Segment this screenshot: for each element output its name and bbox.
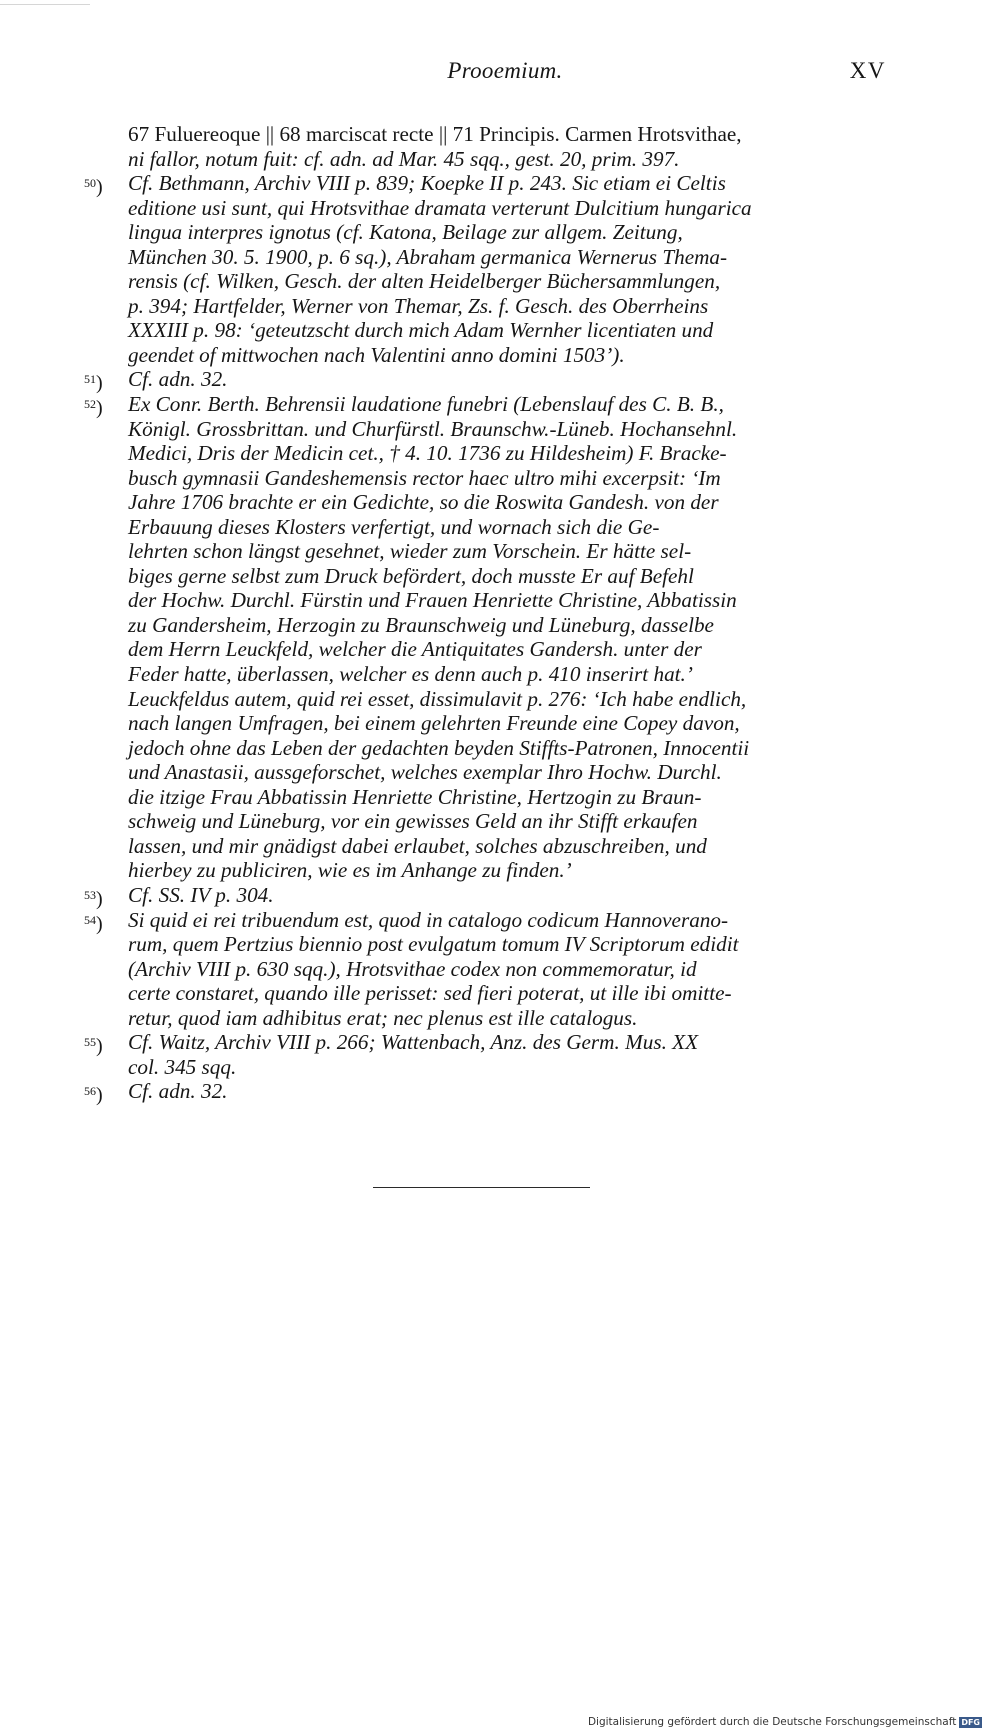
closing-rule [373, 1187, 590, 1188]
footnote-line: geendet of mittwochen nach Valentini anno domini 1503’). [128, 342, 625, 367]
footnote-line: zu Gandersheim, Herzogin zu Braunschweig und Lüneburg, dasselbe [128, 612, 714, 637]
footnote-continuation [84, 122, 890, 171]
digitization-credit [588, 1716, 982, 1728]
footnote-line: Jahre 1706 brachte er ein Gedichte, so die Roswita Gandesh. von der [128, 490, 719, 515]
footnote-line: Erbauung dieses Klosters verfertigt, und wornach sich die Ge- [128, 514, 660, 539]
footnote-number-value: 53 [84, 887, 96, 902]
footnote-number: $^{55}$) [84, 1035, 103, 1058]
footnote-51 [84, 367, 890, 395]
footnote-line: nach langen Umfragen, bei einem gelehrten Freunde eine Copey davon, [128, 711, 740, 736]
dfg-logo: DFG [961, 1717, 980, 1727]
running-head [120, 58, 890, 90]
footnote-line: certe constaret, quando ille perisset: sed fieri poterat, ut ille ibi omitte- [128, 981, 732, 1006]
footnote-line: hierbey zu publiciren, wie es im Anhange zu finden.’ [128, 858, 572, 883]
footnote-line: retur, quod iam adhibitus erat; nec plenus est ille catalogus. [128, 1005, 638, 1030]
footnote-line: lehrten schon längst gesehnet, wieder zum Vorschein. Er hätte sel- [128, 539, 692, 564]
footnote-line: Cf. Waitz, Archiv VIII p. 266; Wattenbach, Anz. des Germ. Mus. XX [128, 1030, 699, 1055]
footnote-number-value: 56 [84, 1084, 96, 1099]
footnote-number-value: 50 [84, 176, 96, 191]
footnote-line: p. 394; Hartfelder, Werner von Themar, Zs. f. Gesch. des Oberrheins [128, 293, 709, 318]
footnote-line: dem Herrn Leuckfeld, welcher die Antiquitates Gandersh. unter der [128, 637, 702, 662]
footnote-line: München 30. 5. 1900, p. 6 sq.), Abraham germanica Wernerus Thema- [128, 244, 728, 269]
footnote-number: $^{51}$) [84, 372, 103, 395]
footnote-line: Medici, Dris der Medicin cet., † 4. 10. 1736 zu Hildesheim) F. Bracke- [128, 441, 727, 466]
footnote-number-value: 51 [84, 372, 96, 387]
scan-edge-line [0, 4, 90, 5]
footnote-line: der Hochw. Durchl. Fürstin und Frauen Henriette Christine, Abbatissin [128, 588, 737, 613]
footnote-line: Leuckfeldus autem, quid rei esset, dissimulavit p. 276: ‘Ich habe endlich, [128, 686, 747, 711]
footnote-line: Si quid ei rei tribuendum est, quod in catalogo codicum Hannoverano- [128, 907, 729, 932]
footnote-number: $^{53}$) [84, 887, 103, 910]
footnote-54 [84, 908, 890, 1031]
footnote-number: $^{54}$) [84, 912, 103, 935]
credit-text: Digitalisierung gefördert durch die Deutsche Forschungsgemeinschaft [587, 1716, 957, 1728]
footnote-line: und Anastasii, aussgeforschet, welches exemplar Ihro Hochw. Durchl. [128, 760, 722, 785]
footnote-50 [84, 171, 890, 367]
footnote-number-value: 54 [84, 912, 96, 927]
footnote-line: Feder hatte, überlassen, welcher es denn auch p. 410 inserirt hat.’ [128, 662, 693, 687]
footnote-number: $^{52}$) [84, 397, 103, 420]
footnote-line: Cf. SS. IV p. 304. [128, 882, 274, 907]
footnote-line: rensis (cf. Wilken, Gesch. der alten Heidelberger Büchersammlungen, [128, 269, 721, 294]
footnote-line: ni fallor, notum fuit: cf. adn. ad Mar. 45 sqq., gest. 20, prim. 397. [128, 146, 680, 171]
footnote-line: Königl. Grossbrittan. und Churfürstl. Braunschw.-Lüneb. Hochansehnl. [128, 416, 738, 441]
footnotes [84, 122, 890, 1107]
footnote-line: XXXIII p. 98: ‘geteutzscht durch mich Adam Wernher licentiaten und [128, 318, 714, 343]
footnote-line: editione usi sunt, qui Hrotsvithae dramata verterunt Dulcitium hungarica [128, 195, 752, 220]
footnote-line: jedoch ohne das Leben der gedachten beyden Stiffts-Patronen, Innocentii [128, 735, 750, 760]
footnote-line: Cf. adn. 32. [128, 1079, 228, 1104]
page-number: XV [849, 58, 886, 83]
footnote-line: Cf. Bethmann, Archiv VIII p. 839; Koepke II p. 243. Sic etiam ei Celtis [128, 171, 726, 196]
footnote-53 [84, 883, 890, 908]
footnote-52 [84, 392, 890, 883]
footnote-55 [84, 1030, 890, 1079]
footnote-56 [84, 1079, 890, 1107]
footnote-line: biges gerne selbst zum Druck befördert, doch musste Er auf Befehl [128, 563, 694, 588]
footnote-line: Cf. adn. 32. [128, 367, 228, 392]
footnote-line: schweig und Lüneburg, vor ein gewisses Geld an ihr Stifft erkaufen [128, 809, 698, 834]
footnote-line: die itzige Frau Abbatissin Henriette Christine, Hertzogin zu Braun- [128, 784, 702, 809]
page-title: Prooemium. [447, 58, 563, 83]
footnote-number-value: 52 [84, 397, 96, 412]
footnote-line: lassen, und mir gnädigst dabei erlaubet, solches abzuschreiben, und [128, 833, 707, 858]
footnote-line: (Archiv VIII p. 630 sqq.), Hrotsvithae codex non commemoratur, id [128, 956, 697, 981]
footnote-number: $^{50}$) [84, 176, 103, 199]
footnote-number: $^{56}$) [84, 1084, 103, 1107]
footnote-line: 67 Fuluereoque || 68 marciscat recte || 71 Principis. Carmen Hrotsvithae, [128, 122, 742, 146]
footnote-number-value: 55 [84, 1035, 96, 1050]
footnote-line: Ex Conr. Berth. Behrensii laudatione funebri (Lebenslauf des C. B. B., [128, 392, 724, 417]
footnote-line: col. 345 sqq. [128, 1054, 237, 1079]
footnote-line: busch gymnasii Gandeshemensis rector haec ultro mihi excerpsit: ‘Im [128, 465, 721, 490]
footnote-line: lingua interpres ignotus (cf. Katona, Beilage zur allgem. Zeitung, [128, 220, 683, 245]
footnote-line: rum, quem Pertzius biennio post evulgatum tomum IV Scriptorum edidit [128, 932, 739, 957]
